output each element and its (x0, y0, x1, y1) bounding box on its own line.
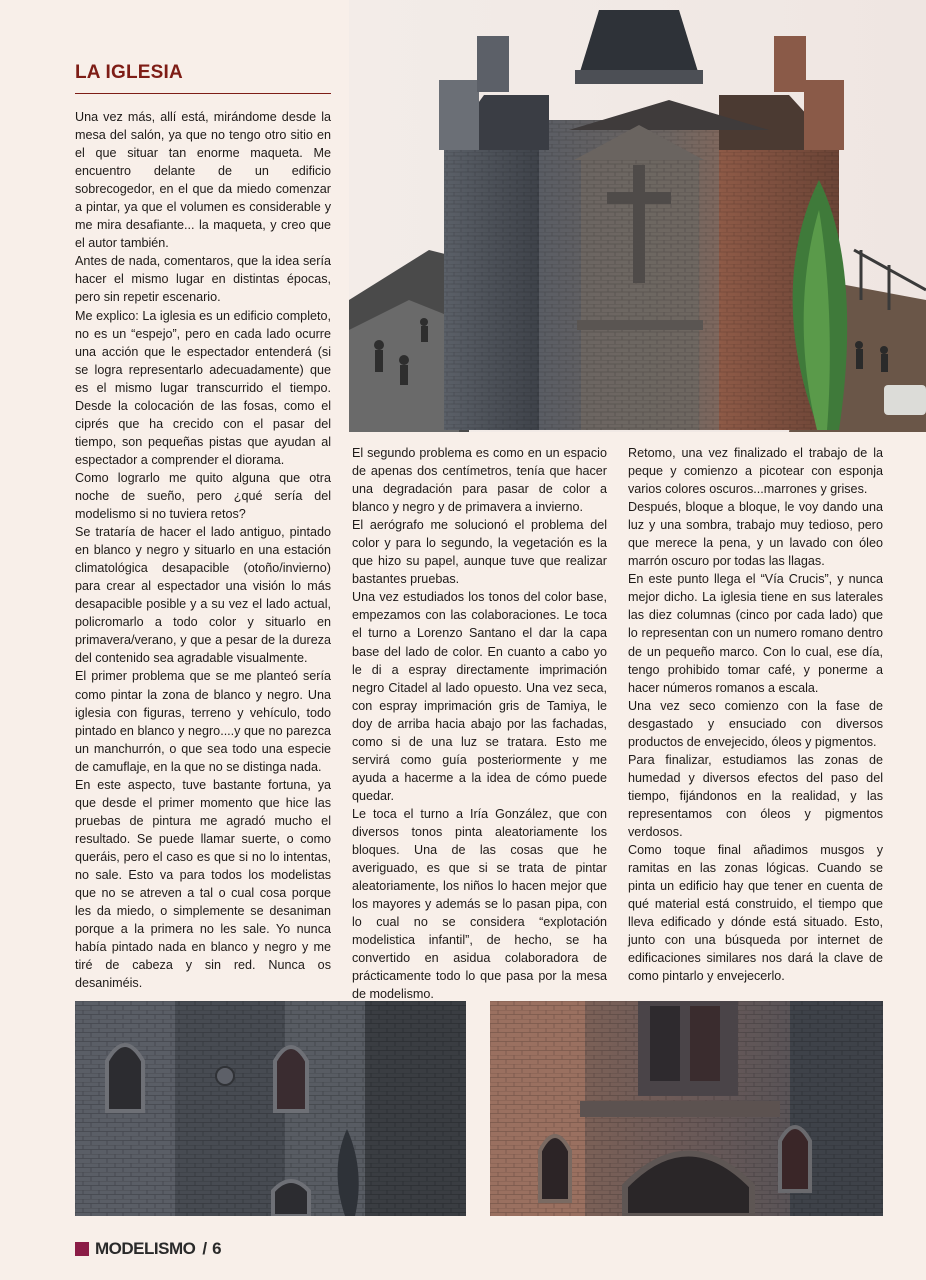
paragraph: Como toque final añadimos musgos y ramitas en las zonas lógicas. Cuando se pinta un edificio hay que tener en cuenta de qué material está construido, el tiempo que lleva edificado y dónde está situado. Esto, junto con una búsqueda por internet de edificaciones similares nos dará la clave de como pintarlo y envejecerlo. (628, 843, 883, 984)
title-underline (75, 93, 331, 94)
page-footer (75, 1238, 222, 1260)
paragraph: Me explico: La iglesia es un edificio completo, no es un “espejo”, pero en cada lado ocurre una acción que le espectador entenderá (si se logra representarlo adecuadamente) que es el mismo lugar transcurrido el tiempo. Desde la colocación de las fosas, como el ciprés que ha crecido con el pasar del tiempo, son pequeñas pistas que ayudan al espectador a comprender el diorama. (75, 308, 331, 467)
grayscale-side-photo (75, 1001, 466, 1216)
paragraph: En este punto llega el “Vía Crucis”, y nunca mejor dicho. La iglesia tiene en sus laterales las diez columnas (cinco por cada lado) que lo representan con un numero romano dentro de un pequeño marco. Con lo cual, ese día, tengo prohibido tomar café, y ponerme a hacer números romanos a escala. (628, 572, 883, 695)
paragraph: En este aspecto, tuve bastante fortuna, ya que desde el primer momento que hice las pruebas de pintura me agradó mucho el resultado. Se puede llamar suerte, o como queráis, pero el caso es que si no lo intentas, no sale. Esto va para todos los modelistas que no se atreven a tal o cual cosa porque les da miedo, o simplemente se desaniman porque a la primera no les sale. Yo nunca había pintado nada en blanco y negro y me tiré de cabeza y sin red. Nunca os desaniméis. (75, 777, 331, 991)
paragraph: Una vez seco comienzo con la fase de desgastado y ensuciado con diversos productos de envejecido, óleos y pigmentos. (628, 698, 883, 749)
text-column-2 (352, 444, 607, 1003)
paragraph: Retomo, una vez finalizado el trabajo de la peque y comienzo a picotear con esponja varios colores oscuros...marrones y grises. (628, 446, 883, 497)
paragraph: Se trataría de hacer el lado antiguo, pintado en blanco y negro y situarlo en una estación climatológica desapacible (otoño/invierno) para crear al espectador una visión lo más desapacible posible y a su vez el lado actual, policromarlo a todo color y situarlo en primavera/verano, y que a pesar de la dureza del contenido sea agradable visualmente. (75, 525, 331, 666)
footer-separator: / (202, 1239, 208, 1258)
page-number: 6 (212, 1239, 222, 1258)
paragraph: Después, bloque a bloque, le voy dando una luz y una sombra, trabajo muy tedioso, pero que merece la pena, y un lavado con óleo marrón oscuro por todas las llagas. (628, 500, 883, 569)
paragraph: El primer problema que se me planteó sería como pintar la zona de blanco y negro. Una iglesia con figuras, terreno y vehículo, todo pintado en blanco y negro....y que no parezca un manchurrón, o que sea todo una especie de camuflaje, en la que no se distinga nada. (75, 669, 331, 774)
paragraph: Le toca el turno a Iría González, que con diversos tonos pinta aleatoriamente los bloques. Una de las cosas que he averiguado, es que si se trata de pintar aleatoriamente, los niños lo hacen mejor que los mayores y además se lo pasan pipa, con lo cual no se considera “explotación modelistica infantil”, de hecho, se ha convertido en asidua colaboradora de prácticamente todo lo que pasa por la mesa de modelismo. (352, 806, 607, 1002)
paragraph: Como lograrlo me quito alguna que otra noche de sueño, pero ¿qué sería del modelismo si no tuviera retos? (75, 470, 331, 522)
paragraph: El aerógrafo me solucionó el problema del color y para lo segundo, la vegetación es la que hizo su papel, aunque tuve que realizar bastantes pruebas. (352, 518, 607, 587)
church-model-photo (349, 0, 926, 432)
paragraph: Una vez estudiados los tonos del color base, empezamos con las colaboraciones. Le toca el turno a Lorenzo Santano el dar la capa base del lado de color. En cuanto a cabo yo le di a espray directamente imprimación negro Citadel al lado opuesto. Una vez seca, con espray imprimación gris de Tamiya, le doy de arriba hacia abajo por las fachadas, como si de una luz se tratara. Esto me servirá como guía posteriormente y me ayuda a hacerme a la idea de cómo puede quedar. (352, 590, 607, 803)
text-column-3 (628, 444, 883, 985)
paragraph: Antes de nada, comentaros, que la idea sería hacer el mismo lugar en distintas épocas, pero sin repetir escenario. (75, 254, 331, 305)
accent-square (75, 1242, 89, 1256)
paragraph: Para finalizar, estudiamos las zonas de humedad y diversos efectos del paso del tiempo, fijándonos en la realidad, y las representamos con óleos y pigmentos verdosos. (628, 752, 883, 839)
paragraph: El segundo problema es como en un espacio de apenas dos centímetros, tenía que hacer una degradación para pasar de color a blanco y negro y de primavera a invierno. (352, 446, 607, 515)
article-title: LA IGLESIA (75, 62, 183, 83)
paragraph: Una vez más, allí está, mirándome desde la mesa del salón, ya que no tengo otro sitio en el que situar tan enorme maqueta. Me encuentro delante de un edificio sobrecogedor, en el que da miedo comenzar a pintar, ya que el volumen es considerable y me mira desafiante... la maqueta, y creo que el autor también. (75, 110, 331, 251)
facade-detail-photo (490, 1001, 883, 1216)
magazine-brand: MODELISMO (95, 1239, 196, 1258)
text-column-1 (75, 108, 331, 992)
